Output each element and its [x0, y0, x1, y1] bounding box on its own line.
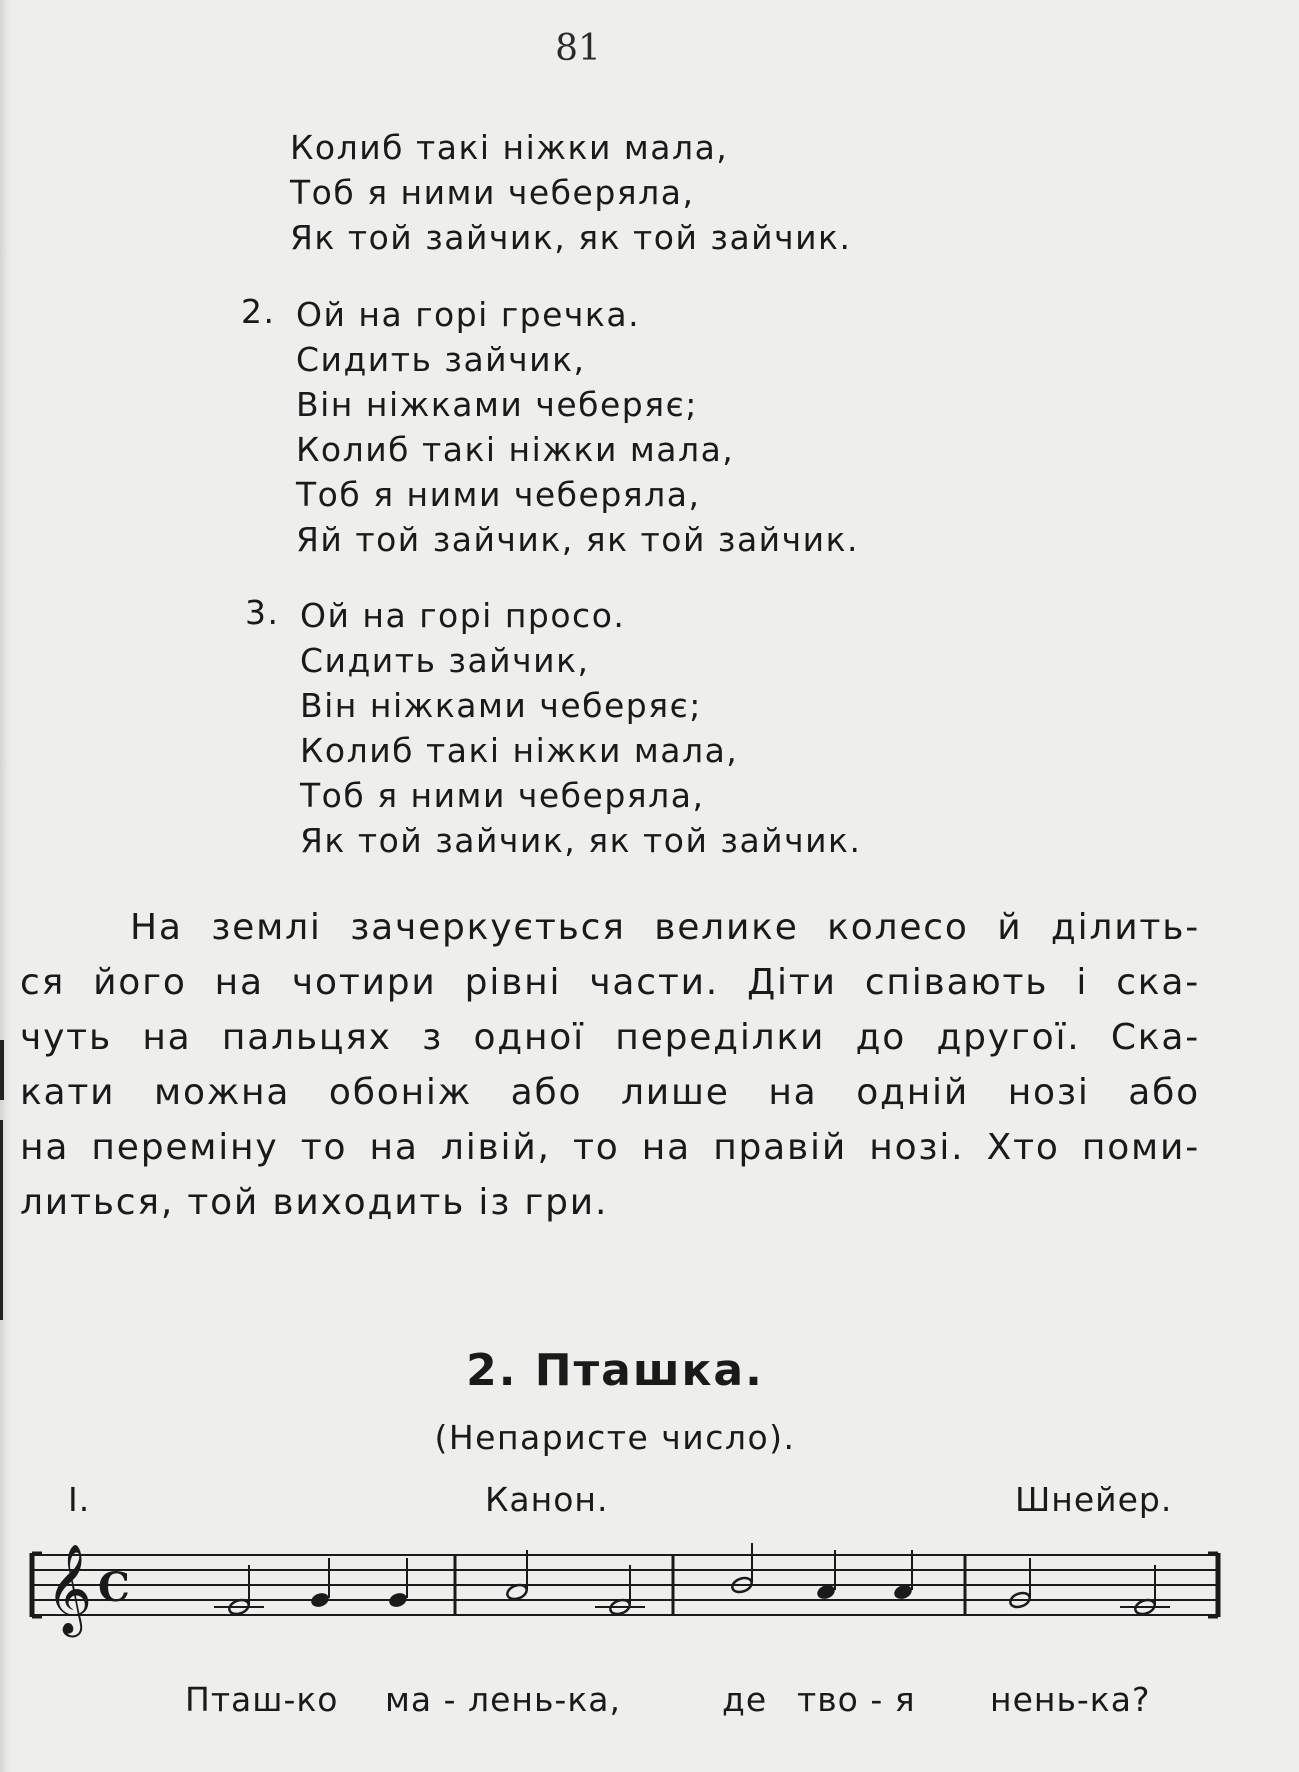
verse-line: Тоб я ними чеберяла, — [296, 475, 701, 514]
verse-line: Ой на горі гречка. — [296, 295, 641, 334]
verse-number: 3. — [245, 593, 280, 632]
page-binding-edge — [0, 0, 10, 1772]
treble-clef-icon: 𝄞 — [46, 1544, 93, 1634]
music-staff — [20, 1535, 1240, 1665]
lyric-syllable: Пташ-ко — [185, 1680, 339, 1719]
verse-line: Як той зайчик, як той зайчик. — [300, 821, 862, 860]
verse-line: Колиб такі ніжки мала, — [296, 430, 735, 469]
page-number: 81 — [555, 28, 601, 69]
verse-line: Тоб я ними чеберяла, — [300, 776, 705, 815]
paragraph-line: кати можна обоніж або лише на одній нозі або — [20, 1072, 1200, 1113]
verse-line: Тоб я ними чеберяла, — [290, 173, 695, 212]
paragraph-line: На землі зачеркується велике колесо й ділить- — [130, 907, 1200, 948]
verse-line: Колиб такі ніжки мала, — [300, 731, 739, 770]
half-note — [505, 1550, 528, 1602]
verse-line: Яй той зайчик, як той зайчик. — [296, 520, 859, 559]
verse-line: Сидить зайчик, — [300, 641, 590, 680]
quarter-note — [815, 1550, 836, 1601]
binding-mark — [0, 1040, 4, 1100]
half-note — [214, 1565, 264, 1617]
lyric-syllable: нень-ка? — [990, 1680, 1151, 1719]
verse-line: Сидить зайчик, — [296, 340, 586, 379]
half-note — [730, 1543, 753, 1595]
paragraph-line: ся його на чотири рівні части. Діти співають і ска- — [20, 962, 1200, 1003]
half-note — [1120, 1565, 1170, 1617]
paragraph-line: чуть на пальцях з одної переділки до другої. Ска- — [20, 1017, 1200, 1058]
verse-3 — [245, 593, 862, 863]
verse-number: 2. — [241, 292, 276, 331]
section-number: I. — [68, 1480, 91, 1519]
composer-name: Шнейер. — [1015, 1480, 1173, 1519]
lyric-syllable: ма - лень-ка, — [385, 1680, 621, 1719]
game-instructions-paragraph — [20, 900, 1200, 1230]
binding-mark — [0, 1120, 3, 1320]
paragraph-line: литься, той виходить із гри. — [20, 1182, 609, 1223]
song-subtitle: (Непаристе число). — [434, 1418, 796, 1457]
verse-continuation — [290, 125, 851, 260]
time-signature: C — [98, 1564, 130, 1611]
verse-line: Як той зайчик, як той зайчик. — [290, 218, 852, 257]
half-note — [1008, 1558, 1031, 1610]
verse-2 — [241, 292, 859, 562]
lyric-syllable: тво - я — [797, 1680, 916, 1719]
verse-line: Він ніжками чеберяє; — [300, 686, 702, 725]
verse-line: Він ніжками чеберяє; — [296, 385, 698, 424]
quarter-note — [892, 1550, 913, 1601]
verse-line: Ой на горі просо. — [300, 596, 626, 635]
quarter-note — [387, 1558, 408, 1609]
half-note — [595, 1565, 645, 1617]
quarter-note — [309, 1558, 330, 1609]
lyric-syllable: де — [722, 1680, 768, 1719]
song-form: Канон. — [485, 1480, 609, 1519]
paragraph-line: на переміну то на лівій, то на правій нозі. Хто поми- — [20, 1127, 1200, 1168]
verse-line: Колиб такі ніжки мала, — [290, 128, 729, 167]
song-title: 2. Пташка. — [466, 1345, 764, 1396]
